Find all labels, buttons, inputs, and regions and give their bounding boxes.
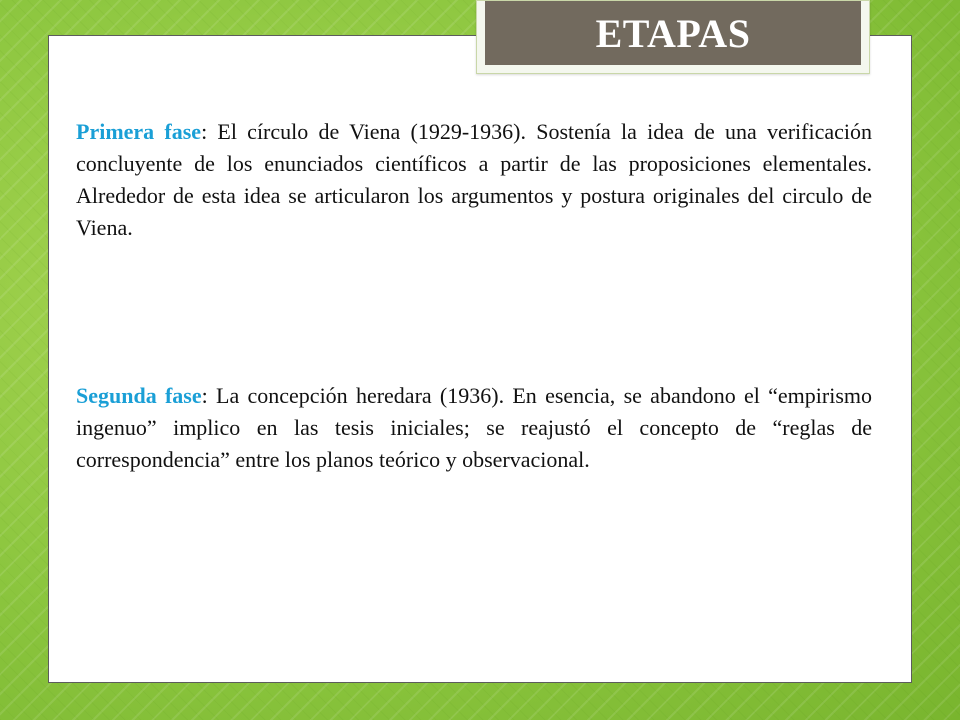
phase-text-primera: : El círculo de Viena (1929-1936). Sostenía la idea de una verificación concluyente de los enunciados científicos a partir de las proposiciones elementales. Alrededor de esta idea se articularon los argumentos y postura originales del circulo de Viena.: [76, 119, 872, 240]
phase-label-primera: Primera fase: [76, 119, 202, 144]
paragraph-primera-fase: [76, 116, 872, 244]
title-frame: [476, 0, 870, 74]
phase-text-segunda: : La concepción heredara (1936). En esencia, se abandono el “empirismo ingenuo” implico en las tesis iniciales; se reajustó el concepto de “reglas de correspondencia” entre los planos teórico y observacional.: [76, 383, 873, 472]
phase-label-segunda: Segunda fase: [76, 383, 202, 408]
paragraph-segunda-fase: [76, 380, 872, 476]
title-box: [485, 1, 861, 65]
slide-title: ETAPAS: [595, 10, 751, 56]
